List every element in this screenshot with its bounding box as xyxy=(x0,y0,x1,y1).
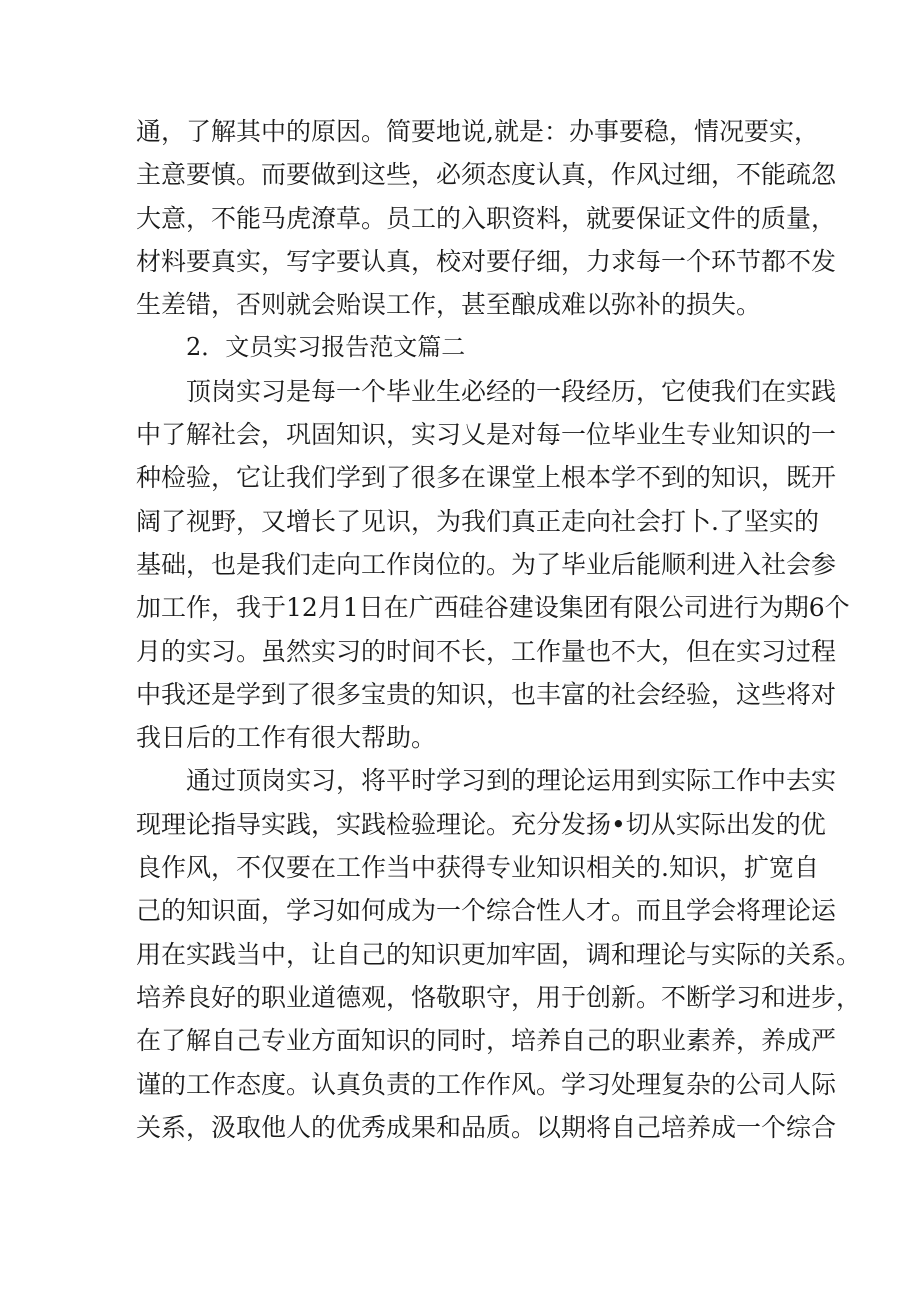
text-line: 己的知识面，学习如何成为一个综合性人才。而且学会将理论运 xyxy=(136,896,837,926)
text-line: 通过顶岗实习，将平时学习到的理论运用到实际工作中去实 xyxy=(186,766,837,796)
text-line: 生差错，否则就会贻误工作，甚至酿成难以弥补的损失。 xyxy=(136,290,762,320)
text-line: 基础，也是我们走向工作岗位的。为了毕业后能顺利进入社会参 xyxy=(136,549,837,579)
text-line: 中我还是学到了很多宝贵的知识，也丰富的社会经验，这些将对 xyxy=(136,679,837,709)
text-line: 我日后的工作有很大帮助。 xyxy=(136,723,437,753)
text-line: 关系，汲取他人的优秀成果和品质。以期将自己培养成一个综合 xyxy=(136,1112,837,1142)
text-line: 中了解社会，巩固知识，实习乂是对每一位毕业生专业知识的一 xyxy=(136,420,837,450)
text-line: 良作风，不仅要在工作当中获得专业知识相关的.知识，扩宽自 xyxy=(136,853,819,883)
text-line: 阔了视野，又增长了见识，为我们真正走向社会打卜.了坚实的 xyxy=(136,506,819,536)
text-line: 大意，不能马虎潦草。员工的入职资料，就要保证文件的质量， xyxy=(136,203,837,233)
text-line: 谨的工作态度。认真负责的工作作风。学习处理复杂的公司人际 xyxy=(136,1069,837,1099)
text-line: 培养良好的职业道德观，恪敬职守，用于创新。不断学习和进步， xyxy=(136,982,862,1012)
text-line: 用在实践当中，让自己的知识更加牢固，调和理论与实际的关系。 xyxy=(136,939,862,969)
paragraph-2 xyxy=(136,759,862,1149)
section-heading: 2．文员实习报告范文篇二 xyxy=(186,333,466,362)
text-line: 种检验，它让我们学到了很多在课堂上根本学不到的知识，既开 xyxy=(136,463,837,493)
text-line: 通，了解其中的原因。简要地说,就是：办事要稳，情况要实， xyxy=(136,117,819,146)
text-line: 顶岗实习是每一个毕业生必经的一段经历，它使我们在实践 xyxy=(186,376,837,406)
document-page xyxy=(136,110,862,1149)
text-line: 在了解自己专业方面知识的同时，培养自己的职业素养，养成严 xyxy=(136,1026,837,1056)
text-line: 月的实习。虽然实习的时间不长，工作量也不大，但在实习过程 xyxy=(136,636,837,666)
text-line: 材料要真实，写字要认真，校对要仔细，力求每一个环节都不发 xyxy=(136,246,837,276)
text-line: 加工作，我于12月1日在广西硅谷建设集团有限公司进行为期6个 xyxy=(136,593,850,623)
paragraph-continued xyxy=(136,110,837,326)
paragraph-1 xyxy=(136,370,850,760)
text-line: 主意要慎。而要做到这些，必须态度认真，作风过细，不能疏忽 xyxy=(136,160,837,190)
text-line: 现理论指导实践，实践检验理论。充分发扬•切从实际出发的优 xyxy=(136,809,826,839)
